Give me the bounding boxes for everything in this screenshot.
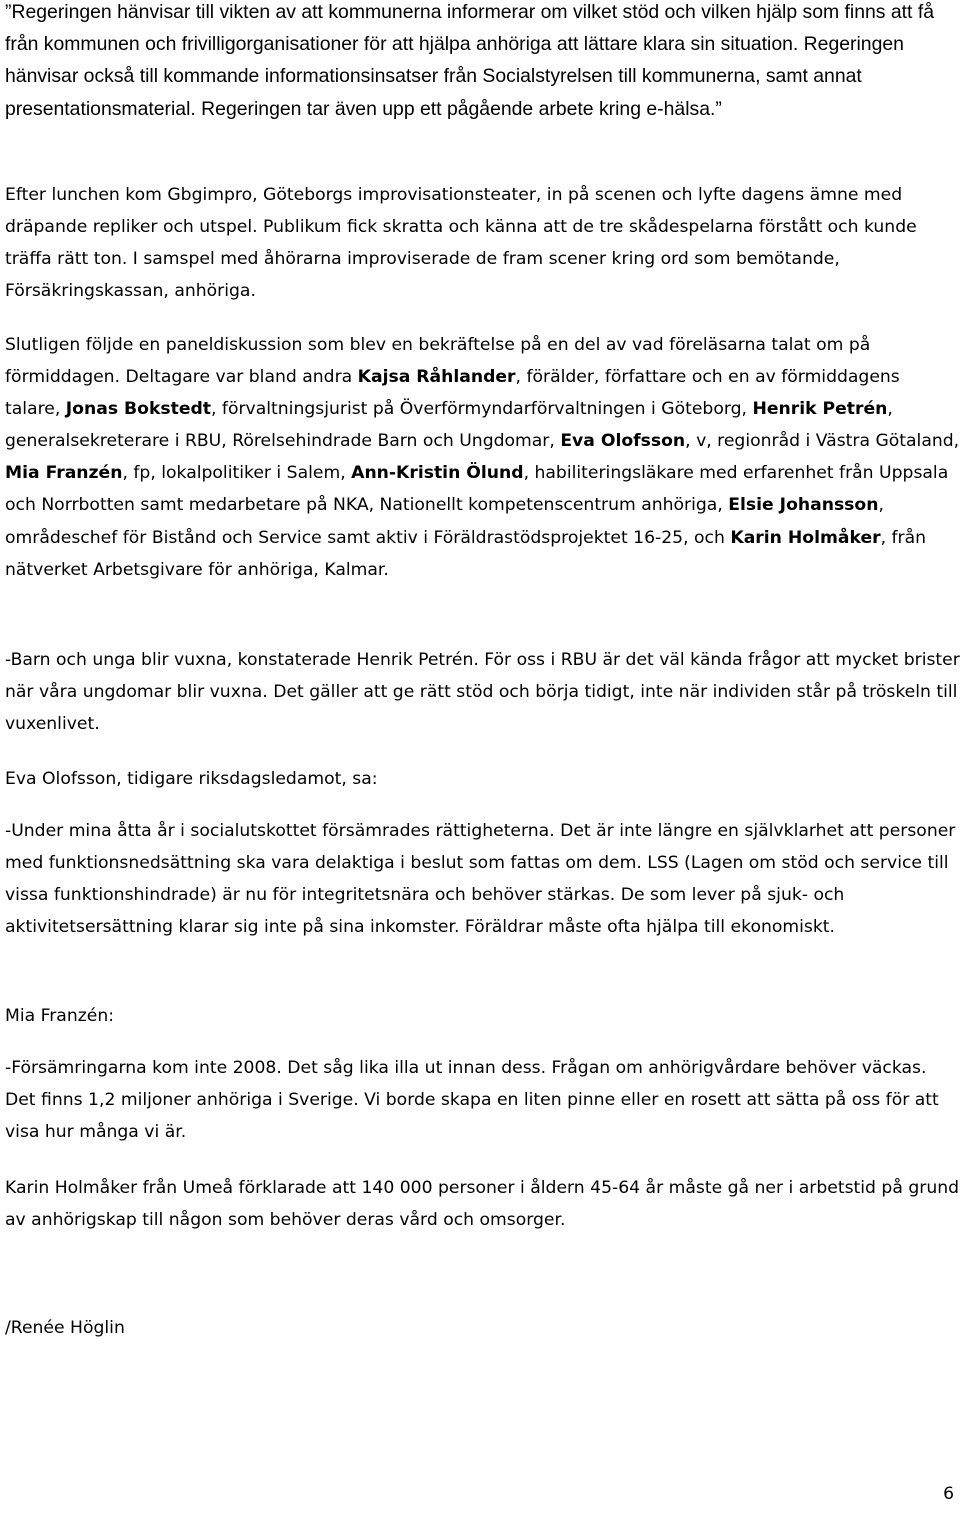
text-run: , habiliteringsläkare med erfarenhet från Uppsala och Norrbotten samt medarbetare på NKA, Nationellt kompetenscentrum anhöriga,: [5, 463, 949, 516]
text-run: , från nätverket Arbetsgivare för anhöriga, Kalmar.: [5, 527, 927, 580]
text-run: , v, regionråd i Västra Götaland,: [685, 431, 960, 452]
bold-name-run: Jonas Bokstedt: [65, 399, 211, 420]
text-run: -Försämringarna kom inte 2008. Det såg lika illa ut innan dess. Frågan om anhörigvårdare behöver väckas. Det finns 1,2 miljoner anhöriga i Sverige. Vi borde skapa en liten pinne eller en rosett att sätta på oss för att visa hur många vi är.: [5, 1058, 939, 1143]
text-run: Karin Holmåker från Umeå förklarade att 140 000 personer i åldern 45-64 år måste gå ner i arbetstid på grund av anhörigskap till någon som behöver deras vård och omsorger.: [5, 1178, 960, 1231]
text-run: ”Regeringen hänvisar till vikten av att kommunerna informerar om vilket stöd och vilken hjälp som finns att få från kommunen och frivilligorganisationer för att hjälpa anhöriga att lättare klara sin situation. Regeringen hänvisar också till kommande informationsinsatser från Socialstyrelsen till kommunerna, samt annat presentationsmaterial. Regeringen tar även upp ett pågående arbete kring e-hälsa.”: [5, 1, 935, 120]
text-run: , förvaltningsjurist på Överförmyndarförvaltningen i Göteborg,: [211, 399, 753, 420]
text-run: -Barn och unga blir vuxna, konstaterade Henrik Petrén. För oss i RBU är det väl kända frågor att mycket brister när våra ungdomar blir vuxna. Det gäller att ge rätt stöd och börja tidigt, inte när individen står på tröskeln till vuxenlivet.: [5, 650, 960, 735]
bold-name-run: Elsie Johansson: [728, 495, 879, 516]
bold-name-run: Kajsa Råhlander: [357, 367, 516, 388]
olofsson-intro-paragraph: [5, 763, 960, 795]
text-run: -Under mina åtta år i socialutskottet försämrades rättigheterna. Det är inte längre en självklarhet att personer med funktionsnedsättning ska vara delaktiga i beslut som fattas om dem. LSS (Lagen om stöd och service till vissa funktionshindrade) är nu för integritetsnära och behöver stärkas. De som lever på sjuk- och aktivitetsersättning klarar sig inte på sina inkomster. Föräldrar måste ofta hjälpa till ekonomiskt.: [5, 821, 956, 938]
bold-name-run: Ann-Kristin Ölund: [351, 463, 524, 484]
text-run: , fp, lokalpolitiker i Salem,: [122, 463, 352, 484]
bold-name-run: Eva Olofsson: [560, 431, 686, 452]
text-run: Slutligen följde en paneldiskussion som blev en bekräftelse på en del av vad föreläsarna talat om på förmiddagen. Deltagare var bland andra: [5, 335, 871, 388]
franzen-intro-paragraph: [5, 1000, 960, 1032]
improv-paragraph: [5, 179, 960, 307]
panel-paragraph: [5, 329, 960, 586]
text-run: Mia Franzén:: [5, 1006, 115, 1026]
bold-name-run: Karin Holmåker: [730, 527, 881, 548]
text-run: /Renée Höglin: [5, 1318, 125, 1338]
petren-quote-paragraph: [5, 644, 960, 740]
text-run: , områdeschef för Bistånd och Service samt aktiv i Föräldrastödsprojektet 16-25, och: [5, 495, 884, 548]
olofsson-quote-paragraph: [5, 815, 960, 943]
text-run: , generalsekreterare i RBU, Rörelsehindrade Barn och Ungdomar,: [5, 399, 893, 452]
bold-name-run: Mia Franzén: [5, 463, 123, 484]
holmaker-paragraph: [5, 1172, 960, 1236]
page-number: 6: [943, 1484, 954, 1504]
text-run: Eva Olofsson, tidigare riksdagsledamot, sa:: [5, 769, 378, 789]
text-run: Efter lunchen kom Gbgimpro, Göteborgs improvisationsteater, in på scenen och lyfte dagens ämne med dräpande repliker och utspel. Publikum fick skratta och känna att de tre skådespelarna förstått och kunde träffa rätt ton. I samspel med åhörarna improviserade de fram scener kring ord som bemötande, Försäkringskassan, anhöriga.: [5, 185, 917, 302]
signature: [5, 1312, 960, 1344]
text-run: , förälder, författare och en av förmiddagens talare,: [5, 367, 900, 420]
quote-paragraph: [5, 0, 960, 125]
bold-name-run: Henrik Petrén: [752, 399, 888, 420]
franzen-quote-paragraph: [5, 1052, 960, 1148]
